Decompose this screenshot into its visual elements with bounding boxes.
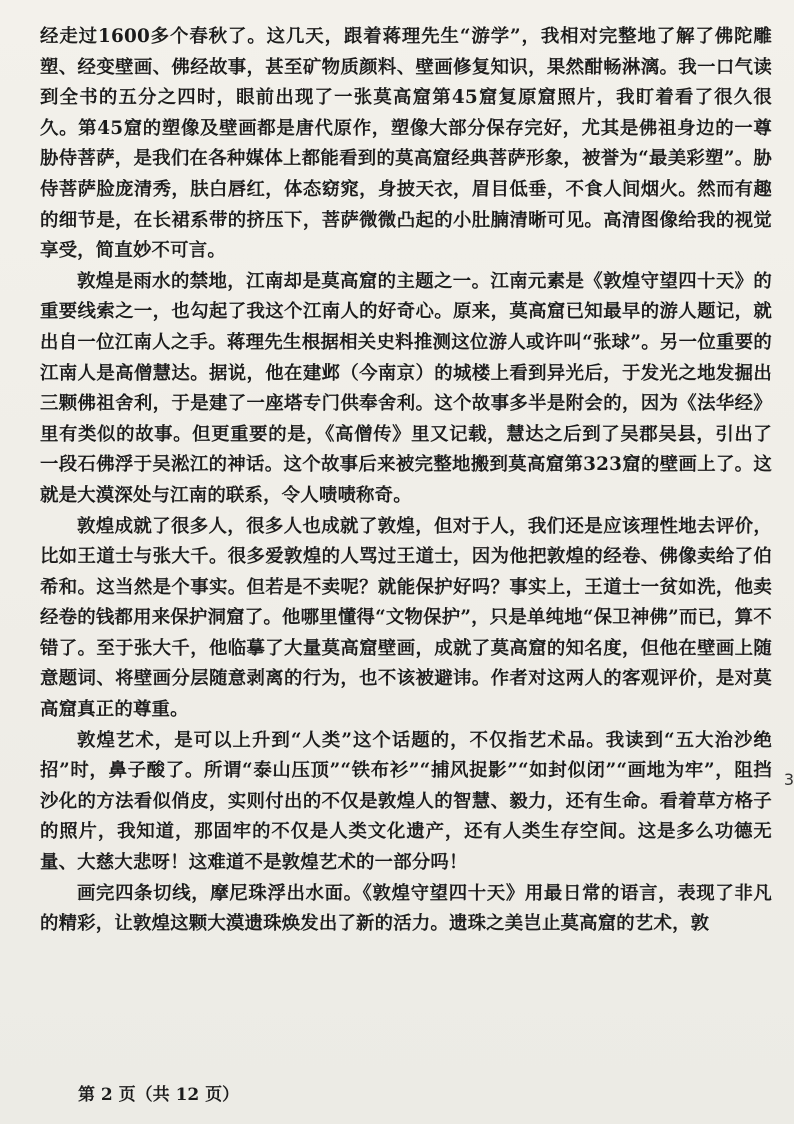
article-body xyxy=(40,22,772,940)
paragraph-4: 敦煌艺术，是可以上升到“人类”这个话题的，不仅指艺术品。我读到“五大治沙绝招”时，鼻子酸了。所谓“泰山压顶”“铁布衫”“捕风捉影”“如封似闭”“画地为牢”，阻挡沙化的方法看似俏皮，实则付出的不仅是敦煌人的智慧、毅力，还有生命。看着草方格子的照片，我知道，那固牢的不仅是人类文化遗产，还有人类生存空间。这是多么功德无量、大慈大悲呀！这难道不是敦煌艺术的一部分吗！ xyxy=(40,729,772,874)
paragraph-1: 经走过1600多个春秋了。这几天，跟着蒋理先生“游学”，我相对完整地了解了佛陀雕塑、经变壁画、佛经故事，甚至矿物质颜料、壁画修复知识，果然酣畅淋漓。我一口气读到全书的五分之四时，眼前出现了一张莫高窟第45窟复原窟照片，我盯着看了很久很久。第45窟的塑像及壁画都是唐代原作，塑像大部分保存完好，尤其是佛祖身边的一尊胁侍菩萨，是我们在各种媒体上都能看到的莫高窟经典菩萨形象，被誉为“最美彩塑”。胁侍菩萨脸庞清秀，肤白唇红，体态窈窕，身披天衣，眉目低垂，不食人间烟火。然而有趣的细节是，在长裙系带的挤压下，菩萨微微凸起的小肚腩清晰可见。高清图像给我的视觉享受，简直妙不可言。 xyxy=(40,26,772,262)
margin-mark: 3 xyxy=(783,770,794,789)
paragraph-3: 敦煌成就了很多人，很多人也成就了敦煌，但对于人，我们还是应该理性地去评价，比如王道士与张大千。很多爱敦煌的人骂过王道士，因为他把敦煌的经卷、佛像卖给了伯希和。这当然是个事实。但若是不卖呢？就能保护好吗？事实上，王道士一贫如洗，他卖经卷的钱都用来保护洞窟了。他哪里懂得“文物保护”，只是单纯地“保卫神佛”而已，算不错了。至于张大千，他临摹了大量莫高窟壁画，成就了莫高窟的知名度，但他在壁画上随意题词、将壁画分层随意剥离的行为，也不该被避讳。作者对这两人的客观评价，是对莫高窟真正的尊重。 xyxy=(40,515,772,721)
paragraph-5: 画完四条切线，摩尼珠浮出水面。《敦煌守望四十天》用最日常的语言，表现了非凡的精彩，让敦煌这颗大漠遗珠焕发出了新的活力。遗珠之美岂止莫高窟的艺术，敦 xyxy=(40,882,772,935)
paragraph-2: 敦煌是雨水的禁地，江南却是莫高窟的主题之一。江南元素是《敦煌守望四十天》的重要线索之一，也勾起了我这个江南人的好奇心。原来，莫高窟已知最早的游人题记，就出自一位江南人之手。蒋理先生根据相关史料推测这位游人或许叫“张球”。另一位重要的江南人是高僧慧达。据说，他在建邺（今南京）的城楼上看到异光后，于发光之地发掘出三颗佛祖舍利，于是建了一座塔专门供奉舍利。这个故事多半是附会的，因为《法华经》里有类似的故事。但更重要的是，《高僧传》里又记载，慧达之后到了吴郡吴县，引出了一段石佛浮于吴淞江的神话。这个故事后来被完整地搬到莫高窟第323窟的壁画上了。这就是大漠深处与江南的联系，令人啧啧称奇。 xyxy=(40,270,772,506)
page-number: 第 2 页（共 12 页） xyxy=(78,1085,240,1105)
